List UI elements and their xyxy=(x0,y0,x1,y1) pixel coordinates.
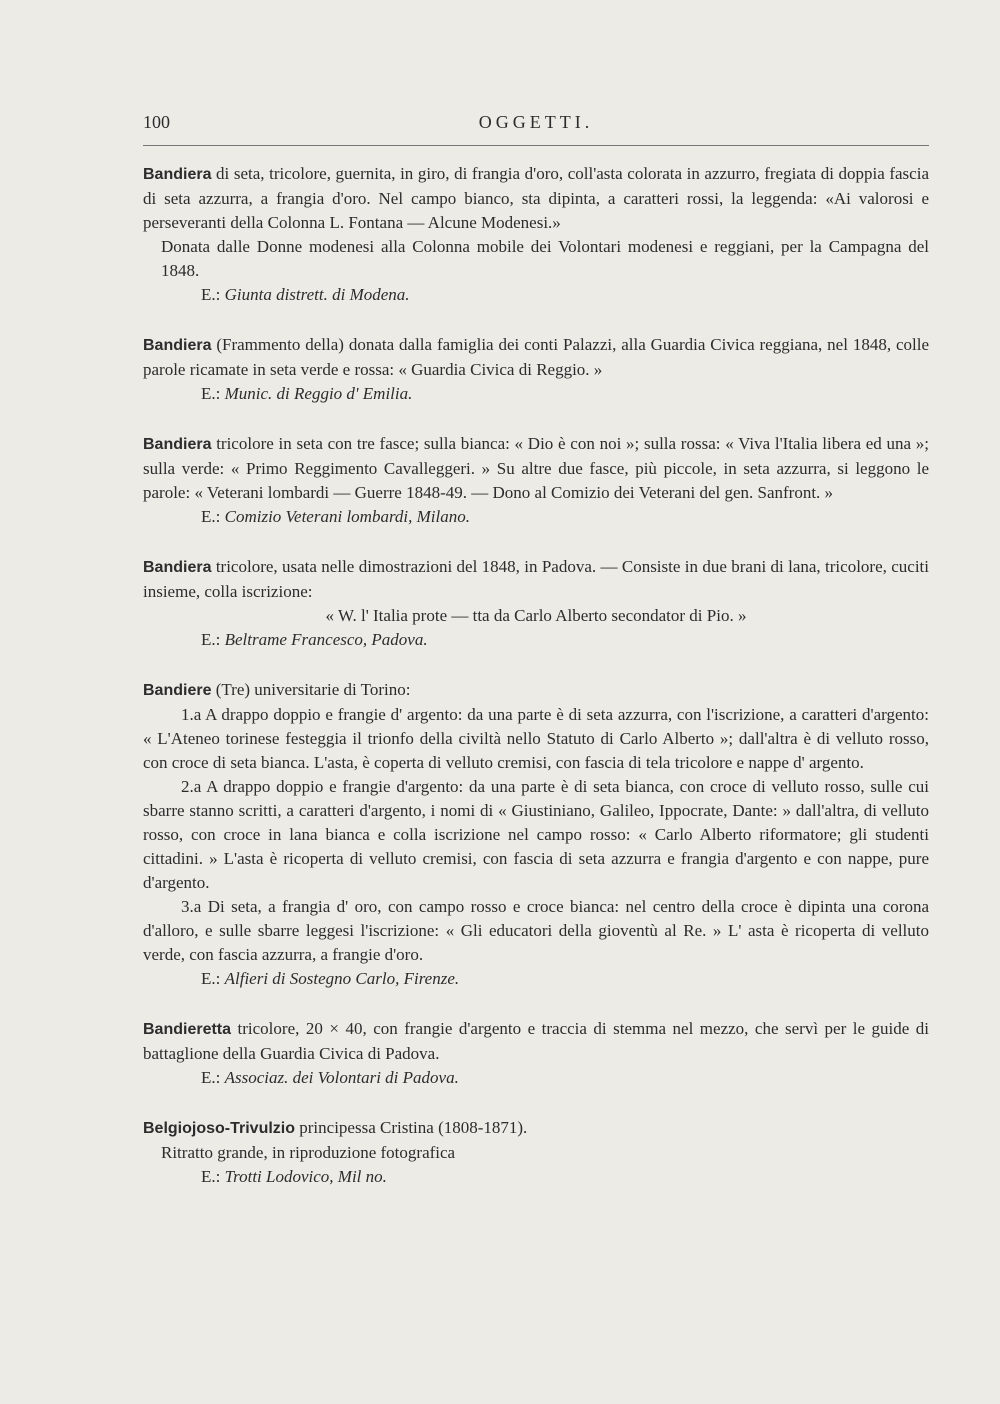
entry-source xyxy=(143,505,929,529)
entry-text xyxy=(143,235,929,283)
source-name: Comizio Veterani lombardi, Milano. xyxy=(224,507,471,526)
page-number: 100 xyxy=(143,112,170,132)
entry-source xyxy=(143,283,929,307)
entry-headword: Bandieretta xyxy=(143,1021,232,1038)
entry xyxy=(143,333,929,406)
entry-text: (Frammento della) donata dalla famiglia dei conti Palazzi, alla Guardia Civica reggiana, nel 1848, colle parole ricamate in seta verde e rossa: « Guardia Civica di Reggio. » xyxy=(143,335,929,379)
entry-item: 2.a A drappo doppio e frangie d'argento: da una parte è di seta bianca, con croce di velluto rosso, sulle cui sbarre stanno scritti, a caratteri d'argento, i nomi di « Giustiniano, Galileo, Ippocrate, Dante: » dall'altra, di velluto rosso, con croce in lana bianca e colla iscrizione nel campo rosso: « Carlo Alberto riformatore; gli studenti cittadini. » L'asta è ricoperta di velluto cremisi, con fascia di seta azzurra e frangia d'argento e con nappe, pure d'argento. xyxy=(143,777,929,892)
entry-note: Ritratto grande, in riproduzione fotografica xyxy=(161,1143,456,1162)
entry-inscription: « W. l' Italia prote — tta da Carlo Alberto secondator di Pio. » xyxy=(325,606,747,625)
source-prefix: E.: xyxy=(201,507,221,526)
entry-text: di seta, tricolore, guernita, in giro, di frangia d'oro, coll'asta colorata in azzurro, fregiata di doppia fascia di seta azzurra, a frangia d'oro. Nel campo bianco, sta dipinta, a caratteri rossi, la leggenda: «Ai valorosi e perseveranti della Colonna L. Fontana — Alcune Modenesi.» xyxy=(143,164,929,232)
entry-text: (Tre) universitarie di Torino: xyxy=(211,680,411,699)
entry-text: tricolore in seta con tre fasce; sulla bianca: « Dio è con noi »; sulla rossa: « Viva l'Italia libera ed una »; sulla verde: « Primo Reggimento Cavalleggeri. » Su altre due fasce, più piccole, in seta azzurra, si leggono le parole: « Veterani lombardi — Guerre 1848-49. — Dono al Comizio dei Veterani del gen. Sanfront. » xyxy=(143,434,929,502)
entry xyxy=(143,1116,929,1189)
entries-list xyxy=(143,162,929,1215)
entry-text: tricolore, usata nelle dimostrazioni del 1848, in Padova. — Consiste in due brani di lana, tricolore, cuciti insieme, colla iscrizione: xyxy=(143,557,929,601)
entry xyxy=(143,1017,929,1090)
entry xyxy=(143,678,929,991)
entry-headword: Bandiere xyxy=(143,682,212,699)
entry-source xyxy=(143,628,929,652)
entry-headword: Bandiera xyxy=(143,559,212,576)
source-prefix: E.: xyxy=(201,1167,221,1186)
entry-source xyxy=(143,1165,929,1189)
entry-text: principessa Cristina (1808-1871). xyxy=(295,1118,528,1137)
source-prefix: E.: xyxy=(201,384,221,403)
source-prefix: E.: xyxy=(201,285,221,304)
source-name: Munic. di Reggio d' Emilia. xyxy=(224,384,413,403)
entry xyxy=(143,555,929,652)
source-prefix: E.: xyxy=(201,1068,221,1087)
source-name: Trotti Lodovico, Mil no. xyxy=(224,1167,387,1186)
header-rule xyxy=(143,145,929,146)
entry-source xyxy=(143,382,929,406)
entry xyxy=(143,432,929,529)
entry-text: tricolore, 20 × 40, con frangie d'argento e traccia di stemma nel mezzo, che servì per le guide di battaglione della Guardia Civica di Padova. xyxy=(143,1019,929,1063)
page-header xyxy=(143,112,929,138)
entry-item: 3.a Di seta, a frangia d' oro, con campo rosso e croce bianca: nel centro della croce è dipinta una corona d'alloro, e sulle sbarre leggesi l'iscrizione: « Gli educatori della gioventù al Re. » L' asta è ricoperta di velluto verde, con fascia azzurra, a frangie d'oro. xyxy=(143,897,929,964)
entry-note: Donata dalle Donne modenesi alla Colonna mobile dei Volontari modenesi e reggiani, per la Campagna del 1848. xyxy=(161,237,929,280)
entry-source xyxy=(143,967,929,991)
source-name: Alfieri di Sostegno Carlo, Firenze. xyxy=(224,969,460,988)
entry xyxy=(143,162,929,307)
entry-headword: Bandiera xyxy=(143,436,212,453)
source-name: Beltrame Francesco, Padova. xyxy=(224,630,428,649)
entry-source xyxy=(143,1066,929,1090)
entry-item: 1.a A drappo doppio e frangie d' argento: da una parte è di seta azzurra, con l'iscrizione, a caratteri d'argento: « L'Ateneo torinese festeggia il trionfo della civiltà nello Statuto di Carlo Alberto »; dall'altra è di velluto rosso, con croce di seta bianca. L'asta, è coperta di velluto cremisi, con fascia di tela tricolore e nappe d' argento. xyxy=(143,705,929,772)
source-name: Associaz. dei Volontari di Padova. xyxy=(224,1068,459,1087)
source-prefix: E.: xyxy=(201,630,221,649)
entry-headword: Bandiera xyxy=(143,166,212,183)
source-name: Giunta distrett. di Modena. xyxy=(224,285,410,304)
running-head: OGGETTI. xyxy=(478,112,594,132)
source-prefix: E.: xyxy=(201,969,221,988)
entry-headword: Belgiojoso-Trivulzio xyxy=(143,1120,296,1137)
entry-headword: Bandiera xyxy=(143,337,212,354)
